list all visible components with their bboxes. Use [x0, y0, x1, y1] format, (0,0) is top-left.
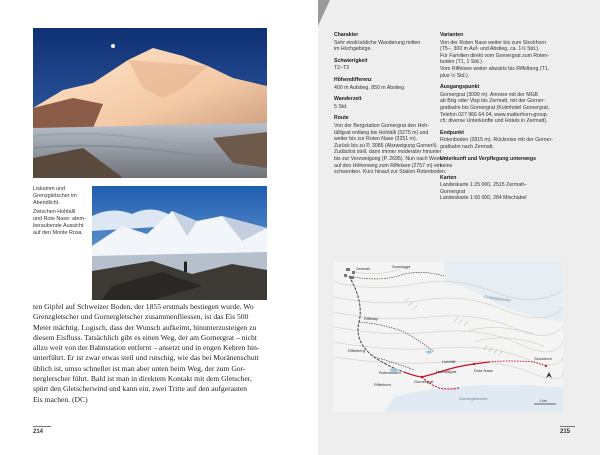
- info-line: gratbahn bis Gornergrat (Kulmhotel Gornergrat,: [440, 104, 550, 111]
- scale-label: 1 km: [539, 399, 547, 403]
- info-line: keine: [440, 163, 453, 170]
- info-block: [440, 32, 558, 79]
- info-line: 400 m Aufstieg, 850 m Abstieg: [334, 84, 405, 91]
- info-heading: Varianten: [440, 32, 464, 38]
- caption-line: und Rote Nase: atem-: [33, 216, 86, 222]
- page-number-rule: [33, 426, 51, 427]
- route-map: [334, 262, 563, 412]
- info-heading: Ausgangspunkt: [440, 84, 480, 91]
- info-block: [440, 175, 558, 202]
- info-line: Gornergrat (3090 m). Anreise mit der MGB: [440, 91, 539, 98]
- info-line: auf den Höhenweg zum Riffelsee (2757 m) ein-: [334, 162, 443, 169]
- body-line: Eis machen. (DC): [33, 394, 88, 404]
- info-heading: Wanderzeit: [334, 96, 362, 103]
- info-line: 5 Std.: [334, 103, 348, 110]
- info-line: weiter bis zur Roten Nase (3251 m).: [334, 136, 418, 143]
- map-label-zermatt: Zermatt: [356, 266, 370, 271]
- info-line: T2–T3: [334, 65, 349, 72]
- caption-photo-2: [33, 209, 89, 237]
- info-heading: Höhendifferenz: [334, 76, 372, 83]
- map-label-stockhorn: Stockhorn: [534, 356, 553, 361]
- body-line: Grenzgletscher und Gornergletscher zusammenfliessen, ist das Eis 500: [33, 312, 249, 322]
- page-number-rule: [560, 426, 575, 427]
- info-block: [334, 32, 430, 53]
- info-line: im Hochgebirge.: [334, 46, 372, 53]
- info-heading: Route: [334, 115, 349, 122]
- map-label-gornergrat: Gornergrat: [414, 379, 434, 384]
- map-label-rote-nase: Rote Nase: [474, 368, 493, 373]
- photo-monte-rosa-view: [92, 186, 267, 300]
- stockhorn-point: [545, 365, 547, 367]
- info-line: gratbahn nach Zermatt.: [440, 143, 494, 150]
- gornergrat-point: [421, 376, 424, 379]
- info-block: [334, 96, 430, 110]
- info-line: Sehr eindrückliche Wanderung mitten: [334, 39, 421, 46]
- map-label-gornergletscher: Gornergletscher: [459, 396, 488, 401]
- info-line: Landeskarte 1:25 000, 2515 Zermatt–: [440, 182, 527, 189]
- map-label-hohtaelli: Hohtälli: [442, 359, 456, 364]
- map-label-sunnegga: Sunnegga: [392, 264, 411, 269]
- body-line: diesem Eisfluss. Tatsächlich gibt es einen Weg, der am Gornergrat – nicht: [33, 332, 257, 342]
- body-line: ten Gipfel auf Schweizer Boden, der 1855 erstmals bestiegen wurde. Wo: [33, 302, 254, 311]
- caption-line: Zwischen Hohtälli: [33, 209, 76, 215]
- info-block: [334, 58, 430, 72]
- info-line: Zurück bis zu P. 3085 (Abzweigung Gornerli).: [334, 142, 438, 149]
- info-line: plus ½ Std.).: [440, 72, 470, 79]
- info-line: boden (T1, 1 Std.).: [440, 59, 484, 66]
- info-block: [334, 77, 430, 91]
- info-line: Landeskarte 1:50 000, 284 Mischabel: [440, 195, 527, 202]
- info-block: [440, 156, 558, 170]
- info-line: bis zur Verzweigung (P. 2695). Nun nach Westen: [334, 155, 447, 162]
- map-label-riffelberg: Riffelberg: [348, 348, 366, 353]
- map-label-riffelalp: Riffelalp: [364, 316, 379, 321]
- map-label-rotenboden: Rotenboden: [379, 370, 401, 375]
- info-heading: Charakter: [334, 32, 359, 38]
- caption-line: Grenzgletscher im: [33, 193, 77, 199]
- photo-liskamm-glacier: [33, 28, 267, 178]
- info-line: Gornergrat: [440, 188, 466, 195]
- body-line: üblich ist, umso schneller ist man aber unten beim Weg, der zum Gor-: [33, 363, 246, 373]
- info-block: [440, 84, 558, 125]
- body-line: spürt den Gletscherwind und kann ein, zwei Tritte auf den aufgerauten: [33, 384, 248, 394]
- info-line: (T5–, 300 m Auf- und Abstieg, ca. 1½ Std.).: [440, 46, 540, 53]
- caption-line: auf den Monte Rosa.: [33, 230, 84, 236]
- info-line: tälligrat entlang bis Hohtälli (3275 m) und: [334, 129, 429, 136]
- body-text: [33, 302, 269, 405]
- body-line: nerglerscher führt. Bald ist man in direktem Kontakt mit dem Gletscher,: [33, 374, 252, 384]
- info-line: Rotenboden (2815 m). Rückreise mit der Gorner-: [440, 137, 554, 144]
- info-line: Zudächst steil, dann immer moderater hinunter: [334, 149, 442, 156]
- page-number-left: 214: [33, 429, 44, 435]
- map-label-hohtaelligrat: Hohtälligrat: [436, 369, 457, 374]
- map-label-findelgletscher: Findelgletscher: [483, 294, 512, 303]
- info-heading: Karten: [440, 174, 457, 181]
- info-line: ch; diverse Unterkünfte und Hotels in Zermatt).: [440, 118, 548, 125]
- info-line: Vom Riffelsee weiter abwärts bis Riffelberg (T1,: [440, 65, 550, 72]
- info-block: [440, 130, 558, 151]
- info-heading: Unterkunft und Verpflegung unterwegs: [440, 155, 536, 162]
- info-heading: Schwierigkeit: [334, 57, 368, 64]
- info-line: schwenken. Kurz hinauf zur Station Rotenboden.: [334, 169, 447, 176]
- body-line: Meter mächtig. Logisch, dass der Wunsch aufkeimt, hinunterzusteigen zu: [33, 322, 257, 332]
- page-number-right: 215: [560, 429, 571, 435]
- caption-line: Liskamm und: [33, 186, 66, 192]
- info-line: Von der Bergstation Gornergrat den Hoh-: [334, 122, 429, 129]
- map-label-riffelhorn: Riffelhorn: [374, 382, 392, 387]
- info-line: Für Familien direkt vom Gornergrat zum Roten-: [440, 52, 549, 59]
- caption-line: Abendlicht.: [33, 200, 60, 206]
- corner-tab-marker: [318, 0, 330, 26]
- caption-line: beraubende Aussicht: [33, 223, 84, 229]
- info-line: ab Brig oder Visp bis Zermatt, mit der Gorner-: [440, 98, 546, 105]
- body-line: unterführt. Er ist zwar etwas steil und rutschig, wie das bei Moränenschutt: [33, 353, 259, 363]
- caption-photo-1: [33, 186, 89, 207]
- info-column-2: [440, 32, 558, 207]
- rote-nase-point: [473, 363, 475, 365]
- info-line: Von der Roten Nase weiter bis zum Stockhorn: [440, 39, 547, 46]
- body-line: allzu weit von der Bahnstation entfernt – ansetzt und in engen Kehren hin-: [33, 343, 260, 353]
- info-heading: Endpunkt: [440, 129, 464, 136]
- info-line: Telefon 027 966 64 04, www.matterhorn-group.: [440, 111, 549, 118]
